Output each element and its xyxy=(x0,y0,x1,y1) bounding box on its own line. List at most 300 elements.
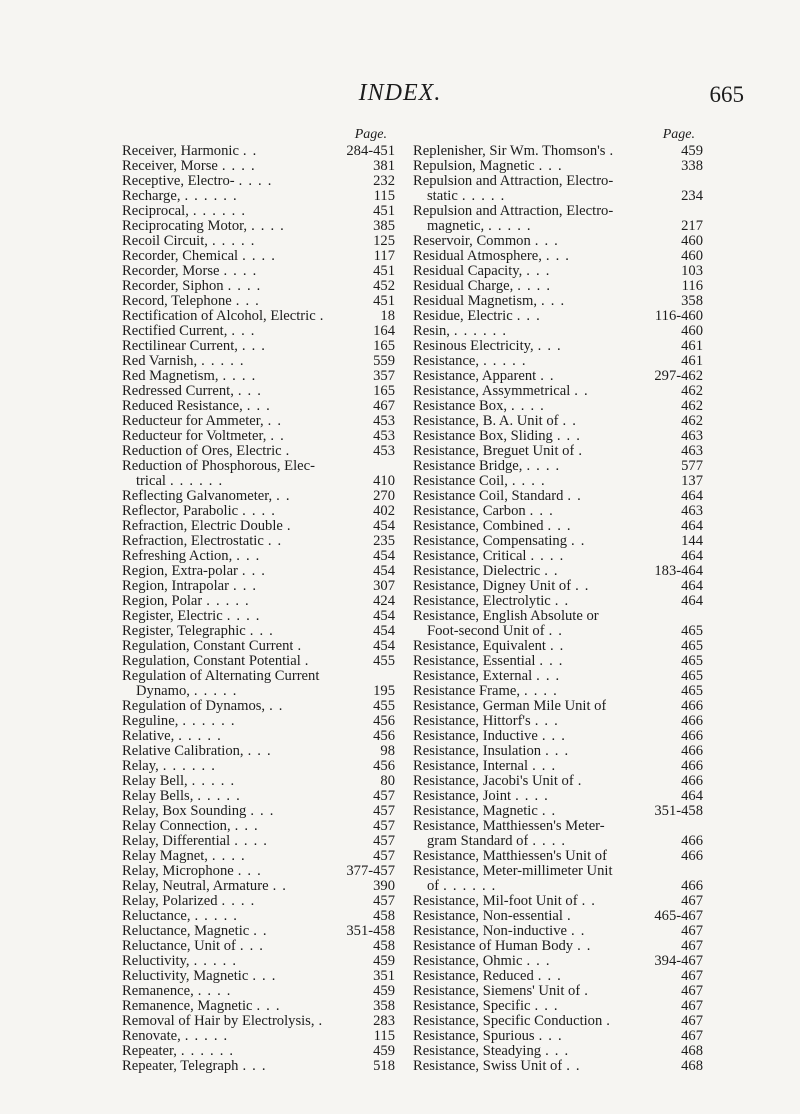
index-entry xyxy=(122,1044,395,1059)
index-entry xyxy=(413,759,703,774)
index-entry-page: 232 xyxy=(373,174,395,189)
index-entry-leader: . . . xyxy=(231,324,256,339)
index-entry-term: Reluctivity, xyxy=(122,954,190,969)
index-entry-page: 460 xyxy=(681,249,703,264)
index-entry-leader: . . . . xyxy=(223,264,258,279)
index-entry-leader: . . . xyxy=(545,249,571,264)
index-entry-term: Resistance of Human Body xyxy=(413,939,574,954)
index-entry-page: 465 xyxy=(681,669,703,684)
index-entry-leader: . . xyxy=(272,879,288,894)
index-entry-leader: . . xyxy=(581,894,597,909)
index-entry-page: 164 xyxy=(373,324,395,339)
index-entry-term: Resistance, Compensating xyxy=(413,534,568,549)
index-entry-page: 297-462 xyxy=(654,369,703,384)
index-entry xyxy=(413,144,703,159)
index-entry-page: 453 xyxy=(373,444,395,459)
index-entry-leader: . . . . . xyxy=(193,954,238,969)
index-entry xyxy=(122,579,395,594)
index-entry-term: Resistance, Inductive xyxy=(413,729,538,744)
index-entry-page: 455 xyxy=(373,654,395,669)
index-entry xyxy=(122,789,395,804)
index-entry xyxy=(413,444,703,459)
index-entry-leader: . . . . xyxy=(234,834,269,849)
index-entry-leader: . . . xyxy=(541,729,567,744)
index-entry-term: Refraction, Electrostatic xyxy=(122,534,264,549)
index-entry xyxy=(122,264,395,279)
index-entry xyxy=(413,924,703,939)
index-entry-term: Repulsion, Magnetic xyxy=(413,159,535,174)
index-entry xyxy=(413,984,703,999)
index-entry-page: 358 xyxy=(681,294,703,309)
index-entry xyxy=(413,954,703,969)
index-entry xyxy=(122,594,395,609)
index-entry-page: 464 xyxy=(681,789,703,804)
index-entry-leader: . . . xyxy=(526,264,551,279)
index-entry-page: 98 xyxy=(380,744,395,759)
index-entry-term: Rectilinear Current, xyxy=(122,339,238,354)
index-entry xyxy=(122,984,395,999)
index-entry-term: Refreshing Action, xyxy=(122,549,233,564)
index-entry-term: Residual Magnetism, xyxy=(413,294,538,309)
index-column-right xyxy=(413,128,703,1074)
index-entry-leader: . . . . . xyxy=(193,684,238,699)
index-entry-page: 451 xyxy=(373,204,395,219)
index-entry-term: Resistance, Specific xyxy=(413,999,531,1014)
index-entry-leader: . . xyxy=(269,699,284,714)
index-entry-leader: . . . . xyxy=(526,459,561,474)
index-entry-continuation xyxy=(122,684,395,699)
index-entry-term: Resistance, German Mile Unit of xyxy=(413,699,607,714)
index-entry-term: Residual Capacity, xyxy=(413,264,523,279)
index-entry xyxy=(413,864,703,879)
index-entry-page: 381 xyxy=(373,159,395,174)
index-entry xyxy=(122,849,395,864)
index-entry-page: 453 xyxy=(373,429,395,444)
index-entry xyxy=(122,204,395,219)
index-entry-page: 390 xyxy=(373,879,395,894)
index-entry-term: Reduction of Phosphorous, Elec- xyxy=(122,459,315,474)
index-entry-term: Relay, Box Sounding xyxy=(122,804,247,819)
index-entry-page: 116-460 xyxy=(654,309,703,324)
index-entry-leader: . . . xyxy=(516,309,541,324)
index-entry-continuation xyxy=(122,474,395,489)
index-entry-page: 457 xyxy=(373,849,395,864)
index-entry-page: 402 xyxy=(373,504,395,519)
index-entry-page: 464 xyxy=(681,579,703,594)
index-entry xyxy=(413,204,703,219)
index-entry-term: Relay Bells, xyxy=(122,789,194,804)
index-entry-leader: . . . . xyxy=(251,219,286,234)
index-entry-page: 466 xyxy=(681,729,703,744)
index-entry-leader: . xyxy=(566,909,572,924)
index-entry-leader: . . xyxy=(566,1059,581,1074)
index-entry-term: Record, Telephone xyxy=(122,294,232,309)
index-entry-page: 80 xyxy=(380,774,395,789)
index-entry xyxy=(413,714,703,729)
index-entry-term: Resistance, Mil-foot Unit of xyxy=(413,894,578,909)
index-entry-leader: . . . . xyxy=(242,249,277,264)
index-entry-page: 454 xyxy=(373,639,395,654)
index-entry-page: 351-458 xyxy=(654,804,703,819)
index-entry-leader: . xyxy=(286,519,292,534)
index-entry-page: 394-467 xyxy=(654,954,703,969)
index-entry-term: Resistance, Steadying xyxy=(413,1044,542,1059)
index-entry-term: Register, Electric xyxy=(122,609,223,624)
index-entry xyxy=(122,1029,395,1044)
index-entry-page: 468 xyxy=(681,1044,703,1059)
index-entry-term: Rectified Current, xyxy=(122,324,228,339)
index-entry xyxy=(122,369,395,384)
index-entry-term: Relay, Microphone xyxy=(122,864,234,879)
index-entry-leader: . . . . . xyxy=(201,354,245,369)
index-entry xyxy=(413,579,703,594)
index-entry xyxy=(413,504,703,519)
index-entry-term: Receiver, Morse xyxy=(122,159,218,174)
index-entry-leader: . . . xyxy=(529,504,554,519)
index-entry xyxy=(122,429,395,444)
index-entry-page: 351-458 xyxy=(346,924,395,939)
index-entry-list xyxy=(413,144,703,1074)
index-entry-page: 467 xyxy=(681,1029,703,1044)
index-entry-term: Redressed Current, xyxy=(122,384,234,399)
index-entry-leader: . xyxy=(318,1014,324,1029)
index-entry-page: 115 xyxy=(373,1029,395,1044)
index-entry-page: 466 xyxy=(681,759,703,774)
index-entry xyxy=(413,669,703,684)
index-entry-term: Reducteur for Voltmeter, xyxy=(122,429,267,444)
index-entry xyxy=(122,999,395,1014)
index-entry-page: 459 xyxy=(373,954,395,969)
index-entry-page: 458 xyxy=(373,939,395,954)
index-entry-page: 338 xyxy=(681,159,703,174)
index-entry-term: Relay, Polarized xyxy=(122,894,218,909)
index-entry-term: Resistance, Digney Unit of xyxy=(413,579,572,594)
index-entry xyxy=(413,159,703,174)
index-entry-page: 234 xyxy=(681,189,703,204)
index-entry-term: Repeater, Telegraph xyxy=(122,1059,239,1074)
index-entry-leader: . . . . xyxy=(211,849,246,864)
index-entry-term: Reduced Resistance, xyxy=(122,399,243,414)
index-entry-leader: . . xyxy=(253,924,268,939)
index-entry xyxy=(122,774,395,789)
index-entry xyxy=(413,264,703,279)
index-entry-term: Resistance, Swiss Unit of xyxy=(413,1059,563,1074)
index-entry-term: Resistance Coil, Standard xyxy=(413,489,564,504)
index-entry-page: 459 xyxy=(681,144,703,159)
index-entry-page: 125 xyxy=(373,234,395,249)
index-entry xyxy=(413,534,703,549)
index-entry-page: 453 xyxy=(373,414,395,429)
index-entry-page: 183-464 xyxy=(654,564,703,579)
index-entry xyxy=(413,294,703,309)
index-entry-page: 466 xyxy=(681,774,703,789)
index-entry xyxy=(122,864,395,879)
index-entry-term: Resistance Frame, xyxy=(413,684,520,699)
index-entry-term: Resistance, Critical xyxy=(413,549,527,564)
index-entry-term: Resistance, xyxy=(413,354,480,369)
index-entry xyxy=(413,1059,703,1074)
index-entry-leader: . xyxy=(578,444,584,459)
index-entry-page: 116 xyxy=(681,279,703,294)
index-entry-page: 460 xyxy=(681,234,703,249)
index-entry-term: Rectification of Alcohol, Electric xyxy=(122,309,316,324)
index-entry xyxy=(122,219,395,234)
index-entry-term: Resistance, Insulation xyxy=(413,744,542,759)
index-entry-leader: . . . xyxy=(545,1044,570,1059)
index-entry-page: 467 xyxy=(681,1014,703,1029)
index-entry-page: 137 xyxy=(681,474,703,489)
index-entry-page: 456 xyxy=(373,759,395,774)
index-entry-term: Reguline, xyxy=(122,714,179,729)
index-entry-term: of xyxy=(427,879,440,894)
index-entry xyxy=(122,1014,395,1029)
index-entry xyxy=(413,609,703,624)
index-entry-leader: . xyxy=(319,309,325,324)
index-entry-leader: . . . . . xyxy=(461,189,506,204)
index-entry xyxy=(122,279,395,294)
index-entry xyxy=(413,594,703,609)
index-entry-page: 465 xyxy=(681,684,703,699)
index-entry-page: 467 xyxy=(681,999,703,1014)
index-entry-page: 115 xyxy=(373,189,395,204)
index-entry-term: Resistance Box, xyxy=(413,399,508,414)
index-entry-leader: . . . xyxy=(526,954,551,969)
index-entry-leader: . . . xyxy=(256,999,281,1014)
index-entry-page: 465 xyxy=(681,624,703,639)
index-entry-leader: . . xyxy=(571,534,586,549)
index-entry-leader: . . . xyxy=(547,519,572,534)
index-entry-leader: . . . xyxy=(241,339,267,354)
index-entry-term: Removal of Hair by Electrolysis, xyxy=(122,1014,315,1029)
index-entry-term: Resistance, Carbon xyxy=(413,504,526,519)
index-entry-term: Region, Polar xyxy=(122,594,203,609)
index-entry-leader: . . . . xyxy=(511,474,546,489)
index-entry-term: Relative Calibration, xyxy=(122,744,244,759)
index-entry-leader: . . xyxy=(554,594,570,609)
index-entry-term: Resistance, Meter-millimeter Unit xyxy=(413,864,613,879)
index-entry-page: 18 xyxy=(380,309,395,324)
index-entry xyxy=(413,774,703,789)
index-entry-page: 457 xyxy=(373,789,395,804)
index-entry-term: Resistance Coil, xyxy=(413,474,508,489)
index-entry-term: Resistance, Electrolytic xyxy=(413,594,551,609)
index-entry-leader: . . . . . . xyxy=(184,189,238,204)
index-entry xyxy=(122,189,395,204)
index-entry-leader: . . xyxy=(549,639,565,654)
index-entry-page: 462 xyxy=(681,384,703,399)
index-entry-leader: . . . . . xyxy=(206,594,250,609)
index-entry-term: trical xyxy=(136,474,166,489)
index-entry-leader: . . . . xyxy=(222,369,257,384)
index-entry-page: 577 xyxy=(681,459,703,474)
index-entry xyxy=(122,969,395,984)
index-entry-term: Refraction, Electric Double xyxy=(122,519,283,534)
index-entry xyxy=(413,999,703,1014)
index-entry-page: 284-451 xyxy=(346,144,395,159)
index-entry-leader: . . . xyxy=(538,159,563,174)
index-entry-page: 463 xyxy=(681,444,703,459)
index-entry-leader: . . . . . . xyxy=(169,474,224,489)
index-entry-page: 518 xyxy=(373,1059,395,1074)
index-entry-leader: . . xyxy=(577,939,592,954)
index-entry-term: Reflector, Parabolic xyxy=(122,504,239,519)
index-entry-page: 466 xyxy=(681,699,703,714)
index-entry xyxy=(122,459,395,474)
index-entry xyxy=(413,279,703,294)
index-entry-term: Region, Intrapolar xyxy=(122,579,229,594)
index-entry-page: 458 xyxy=(373,909,395,924)
index-entry-term: Reciprocating Motor, xyxy=(122,219,248,234)
index-entry-page: 457 xyxy=(373,894,395,909)
index-entry-leader: . . . xyxy=(252,969,277,984)
index-entry-page: 463 xyxy=(681,429,703,444)
index-entry-leader: . . . xyxy=(236,549,261,564)
index-entry-page: 466 xyxy=(681,849,703,864)
index-entry-page: 466 xyxy=(681,744,703,759)
index-entry xyxy=(122,939,395,954)
index-entry-leader: . . xyxy=(267,414,283,429)
index-entry-term: magnetic, xyxy=(427,219,485,234)
index-entry-term: Resistance, Hittorf's xyxy=(413,714,531,729)
index-entry-continuation xyxy=(413,879,703,894)
index-entry xyxy=(413,654,703,669)
index-entry-term: Resistance Box, Sliding xyxy=(413,429,553,444)
index-entry-term: Residual Atmosphere, xyxy=(413,249,542,264)
index-entry xyxy=(413,459,703,474)
index-entry-term: Resistance, Magnetic xyxy=(413,804,538,819)
index-entry-page: 103 xyxy=(681,264,703,279)
index-entry xyxy=(413,429,703,444)
index-entry-leader: . . . xyxy=(538,1029,563,1044)
index-entry xyxy=(122,729,395,744)
index-entry-leader: . . . . xyxy=(226,609,261,624)
index-entry xyxy=(122,699,395,714)
index-entry-leader: . . . xyxy=(545,744,570,759)
index-entry xyxy=(122,654,395,669)
index-entry-continuation xyxy=(413,189,703,204)
index-entry-term: Regulation, Constant Potential xyxy=(122,654,301,669)
index-entry-page: 283 xyxy=(373,1014,395,1029)
index-entry-leader: . . xyxy=(571,924,586,939)
index-entry xyxy=(122,174,395,189)
index-entry xyxy=(122,609,395,624)
index-entry-page: 460 xyxy=(681,324,703,339)
index-entry-leader: . . . . xyxy=(511,399,545,414)
index-entry xyxy=(413,819,703,834)
index-entry-page: 217 xyxy=(681,219,703,234)
index-entry-term: Relative, xyxy=(122,729,175,744)
index-entry-page: 144 xyxy=(681,534,703,549)
index-entry-term: Resistance, Assymmetrical xyxy=(413,384,571,399)
index-entry-leader: . xyxy=(304,654,310,669)
index-entry-leader: . . . xyxy=(239,939,265,954)
index-entry-page: 464 xyxy=(681,519,703,534)
index-entry-leader: . . xyxy=(562,414,578,429)
index-entry-page: 457 xyxy=(373,819,395,834)
index-entry xyxy=(413,909,703,924)
index-entry-page: 454 xyxy=(373,564,395,579)
index-entry xyxy=(413,249,703,264)
index-entry xyxy=(413,849,703,864)
index-entry-leader: . xyxy=(609,144,615,159)
index-entry xyxy=(413,339,703,354)
index-entry xyxy=(122,159,395,174)
index-entry-term: Resistance, English Absolute or xyxy=(413,609,599,624)
index-entry-page: 357 xyxy=(373,369,395,384)
index-entry-page: 559 xyxy=(373,354,395,369)
index-entry-leader: . . xyxy=(575,579,590,594)
index-entry-term: Resistance, Non-inductive xyxy=(413,924,568,939)
index-entry-term: Resistance, Specific Conduction xyxy=(413,1014,603,1029)
index-entry-leader: . . . xyxy=(249,624,274,639)
index-entry-term: Resistance, Ohmic xyxy=(413,954,523,969)
index-entry xyxy=(413,1014,703,1029)
index-entry-term: Residual Charge, xyxy=(413,279,514,294)
index-entry-term: Reduction of Ores, Electric xyxy=(122,444,282,459)
index-entry-page: 465 xyxy=(681,639,703,654)
index-entry-term: Reflecting Galvanometer, xyxy=(122,489,273,504)
index-entry-continuation xyxy=(413,624,703,639)
index-entry-leader: . . . xyxy=(556,429,582,444)
index-entry-term: Resistance, Reduced xyxy=(413,969,534,984)
index-entry-leader: . . . . . xyxy=(197,789,241,804)
index-entry-page: 165 xyxy=(373,339,395,354)
index-entry-leader: . . . xyxy=(234,819,259,834)
index-entry xyxy=(413,309,703,324)
index-entry-term: Recoil Circuit, xyxy=(122,234,208,249)
index-entry-term: Relay Magnet, xyxy=(122,849,208,864)
index-entry-term: Recorder, Morse xyxy=(122,264,220,279)
index-entry xyxy=(122,804,395,819)
index-entry xyxy=(122,309,395,324)
index-entry xyxy=(122,669,395,684)
index-entry-page: 457 xyxy=(373,834,395,849)
index-entry-term: Red Magnetism, xyxy=(122,369,219,384)
index-entry-page: 195 xyxy=(373,684,395,699)
index-entry xyxy=(122,879,395,894)
index-entry-term: Resistance, Internal xyxy=(413,759,529,774)
index-entry-leader: . . . xyxy=(537,969,563,984)
index-entry-term: Resistance, Breguet Unit of xyxy=(413,444,575,459)
index-entry-page: 467 xyxy=(681,894,703,909)
index-entry-term: Relay Bell, xyxy=(122,774,188,789)
index-entry-term: Reciprocal, xyxy=(122,204,189,219)
index-entry xyxy=(122,954,395,969)
index-entry-term: Region, Extra-polar xyxy=(122,564,238,579)
index-entry xyxy=(122,714,395,729)
index-entry-term: Remanence, Magnetic xyxy=(122,999,253,1014)
index-entry-page: 377-457 xyxy=(346,864,395,879)
index-entry-term: Reluctance, Magnetic xyxy=(122,924,250,939)
index-entry-term: Resistance, Dielectric xyxy=(413,564,541,579)
index-entry xyxy=(122,249,395,264)
index-column-left xyxy=(122,128,395,1074)
index-entry-page: 117 xyxy=(373,249,395,264)
index-entry-term: Regulation, Constant Current xyxy=(122,639,294,654)
index-entry-term: Resistance Bridge, xyxy=(413,459,523,474)
index-entry-leader: . . . . . xyxy=(194,909,239,924)
index-entry-leader: . . xyxy=(242,144,258,159)
index-entry-term: Reluctance, Unit of xyxy=(122,939,236,954)
index-entry-page: 454 xyxy=(373,624,395,639)
index-entry xyxy=(122,339,395,354)
index-entry xyxy=(413,354,703,369)
index-entry xyxy=(122,909,395,924)
page-column-label: Page. xyxy=(662,127,695,142)
index-entry-term: Register, Telegraphic xyxy=(122,624,246,639)
index-entry xyxy=(413,414,703,429)
index-entry-page: 456 xyxy=(373,714,395,729)
